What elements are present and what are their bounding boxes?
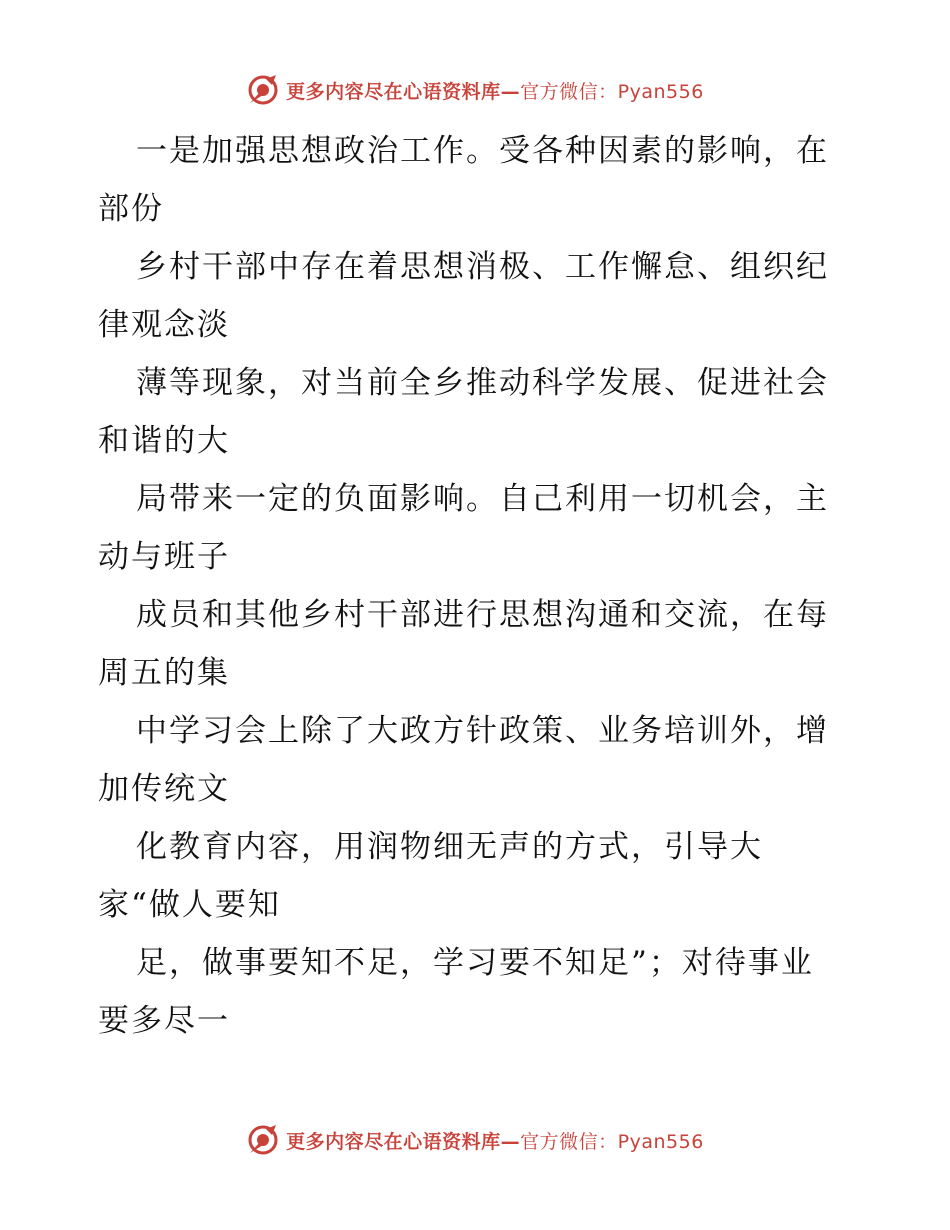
paragraph-line: 足，做事要知不足，学习要不知足”；对待事业 bbox=[136, 945, 814, 981]
footer-banner bbox=[0, 1120, 950, 1160]
paragraph-line: 中学习会上除了大政方针政策、业务培训外，增 bbox=[136, 713, 829, 749]
paragraph-line: 成员和其他乡村干部进行思想沟通和交流，在每 bbox=[136, 597, 829, 633]
paragraph-line: 乡村干部中存在着思想消极、工作懈怠、组织纪 bbox=[136, 249, 829, 285]
banner-dash: — bbox=[500, 1130, 521, 1153]
banner-text bbox=[286, 1127, 704, 1154]
banner-wechat-text: 官方微信：Pyan556 bbox=[520, 1130, 704, 1153]
paragraph-line: 家“做人要知 bbox=[98, 887, 281, 923]
paragraph-line: 动与班子 bbox=[98, 539, 230, 575]
banner-wechat-text: 官方微信：Pyan556 bbox=[520, 80, 704, 103]
pen-circle-logo-icon bbox=[246, 73, 280, 107]
banner-site-text: 更多内容尽在心语资料库 bbox=[286, 1130, 501, 1153]
paragraph-line: 和谐的大 bbox=[98, 423, 230, 459]
paragraph-line: 一是加强思想政治工作。受各种因素的影响，在 bbox=[136, 133, 829, 169]
paragraph-line: 加传统文 bbox=[98, 771, 230, 807]
banner-dash: — bbox=[500, 80, 521, 103]
header-banner bbox=[0, 70, 950, 110]
paragraph-line: 周五的集 bbox=[98, 655, 230, 691]
paragraph-line: 薄等现象，对当前全乡推动科学发展、促进社会 bbox=[136, 365, 829, 401]
paragraph-line: 化教育内容，用润物细无声的方式，引导大 bbox=[136, 829, 763, 865]
paragraph-line: 部份 bbox=[98, 191, 164, 227]
banner-text bbox=[286, 77, 704, 104]
paragraph-line: 律观念淡 bbox=[98, 307, 230, 343]
paragraph-line: 要多尽一 bbox=[98, 1003, 230, 1039]
banner-site-text: 更多内容尽在心语资料库 bbox=[286, 80, 501, 103]
paragraph-line: 局带来一定的负面影响。自己利用一切机会，主 bbox=[136, 481, 829, 517]
pen-circle-logo-icon bbox=[246, 1123, 280, 1157]
document-body bbox=[98, 122, 858, 1050]
